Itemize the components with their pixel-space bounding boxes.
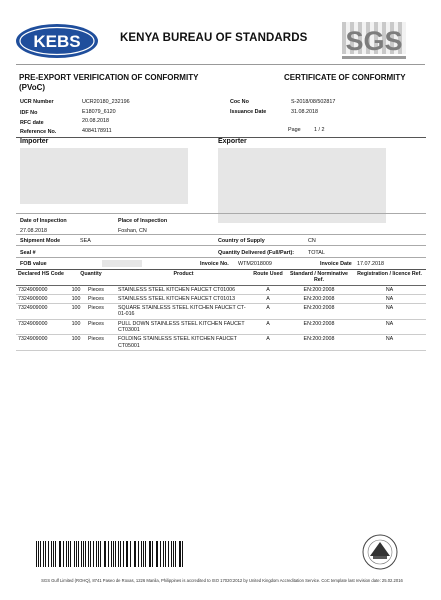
registration-cell: NA [353, 294, 426, 303]
rfc-date-value: 20.08.2018 [82, 118, 109, 124]
country-of-supply-label: Country of Supply [218, 238, 265, 244]
coc-label: Coc No [230, 99, 249, 105]
barcode-bar [51, 541, 52, 567]
standard-cell: EN:200:2008 [285, 335, 353, 351]
product-cell: FOLDING STAINLESS STEEL KITCHEN FAUCET CT05001 [116, 335, 251, 351]
barcode-bar [157, 541, 158, 567]
quantity-cell: 100 [66, 319, 86, 335]
barcode-bar [36, 541, 37, 567]
table-row [16, 294, 426, 303]
document-title: PRE-EXPORT VERIFICATION OF CONFORMITY (PVoC) [19, 73, 199, 92]
barcode-bar [55, 541, 56, 567]
quantity-delivered-value: TOTAL [308, 250, 325, 256]
reference-value: 4084178911 [82, 128, 112, 134]
standard-cell: EN:200:2008 [285, 319, 353, 335]
barcode-bar [111, 541, 112, 567]
barcode-bar [152, 541, 153, 567]
barcode-bar [127, 541, 128, 567]
barcode-bar [118, 541, 119, 567]
exporter-heading: Exporter [218, 138, 247, 145]
idf-label: IDF No [20, 110, 38, 116]
importer-heading: Importer [20, 138, 49, 145]
quantity-cell: 100 [66, 294, 86, 303]
product-cell: STAINLESS STEEL KITCHEN FAUCET CT01006 [116, 285, 251, 294]
fob-value-redacted [102, 260, 142, 267]
ucr-label: UCR Number [20, 99, 54, 105]
unit-cell: Pieces [86, 294, 116, 303]
barcode-bar [145, 541, 146, 567]
invoice-date-value: 17.07.2018 [357, 261, 384, 267]
barcode-bar [90, 541, 91, 567]
invoice-number-value: WTM2018009 [238, 261, 272, 267]
quantity-cell: 100 [66, 285, 86, 294]
column-header-standard: Standard / Norminative Ref. [285, 270, 353, 285]
divider [16, 213, 426, 214]
hs-code-cell: 7324909000 [16, 319, 66, 335]
hs-code-cell: 7324909000 [16, 304, 66, 320]
unit-cell: Pieces [86, 319, 116, 335]
accreditation-seal-icon [360, 532, 400, 572]
unit-cell: Pieces [86, 335, 116, 351]
exporter-redacted-block [218, 148, 386, 223]
seal-label: Seal # [20, 250, 36, 256]
product-cell: STAINLESS STEEL KITCHEN FAUCET CT01013 [116, 294, 251, 303]
reference-label: Reference No. [20, 129, 57, 135]
coc-value: S-2018/08/502817 [291, 99, 336, 105]
divider [16, 245, 426, 246]
table-row [16, 304, 426, 320]
barcode-bar [141, 541, 142, 567]
barcode-bar [81, 541, 82, 567]
fob-value-label: FOB value [20, 261, 47, 267]
invoice-number-label: Invoice No. [200, 261, 229, 267]
registration-cell: NA [353, 304, 426, 320]
country-of-supply-value: CN [308, 238, 316, 244]
shipment-mode-value: SEA [80, 238, 91, 244]
page-value: 1 / 2 [314, 127, 325, 133]
inspection-place-value: Foshan, CN [118, 228, 147, 234]
barcode-bar [48, 541, 49, 567]
organization-name: KENYA BUREAU OF STANDARDS [120, 32, 308, 44]
registration-cell: NA [353, 319, 426, 335]
divider [16, 257, 426, 258]
barcode-bar [165, 541, 166, 567]
standard-cell: EN:200:2008 [285, 304, 353, 320]
product-cell: PULL DOWN STAINLESS STEEL KITCHEN FAUCET CT03001 [116, 319, 251, 335]
barcode-bar [74, 541, 75, 567]
header-divider [16, 64, 425, 65]
column-header-hs-code: Declared HS Code [16, 270, 66, 285]
table-row [16, 319, 426, 335]
barcode-icon [36, 541, 186, 567]
table-header-row [16, 270, 426, 285]
barcode-bar [105, 541, 106, 567]
hs-code-cell: 7324909000 [16, 294, 66, 303]
route-cell: A [251, 319, 285, 335]
registration-cell: NA [353, 335, 426, 351]
sgs-logo-icon [340, 20, 408, 62]
barcode-bar [88, 541, 89, 567]
hs-code-cell: 7324909000 [16, 285, 66, 294]
barcode-bar [134, 541, 135, 567]
inspection-place-label: Place of Inspection [118, 218, 168, 224]
barcode-bar [182, 541, 183, 567]
unit-cell: Pieces [86, 285, 116, 294]
rfc-date-label: RFC date [20, 120, 44, 126]
barcode-bar [175, 541, 176, 567]
column-header-registration: Registration / licence Ref. [353, 270, 426, 285]
products-table [16, 270, 426, 351]
hs-code-cell: 7324909000 [16, 335, 66, 351]
barcode-bar [43, 541, 44, 567]
table-row [16, 285, 426, 294]
kebs-logo-icon [14, 22, 100, 60]
barcode-bar [63, 541, 64, 567]
kebs-logo-text: KEBS [33, 32, 81, 51]
inspection-date-label: Date of Inspection [20, 218, 67, 224]
route-cell: A [251, 294, 285, 303]
issuance-date-value: 31.08.2018 [291, 109, 318, 115]
standard-cell: EN:200:2008 [285, 285, 353, 294]
registration-cell: NA [353, 285, 426, 294]
issuance-date-label: Issuance Date [230, 109, 267, 115]
idf-value: E18079_6120 [82, 109, 116, 115]
inspection-date-value: 27.08.2018 [20, 228, 47, 234]
importer-redacted-block [20, 148, 188, 204]
column-header-product: Product [116, 270, 251, 285]
barcode-bar [168, 541, 169, 567]
quantity-cell: 100 [66, 335, 86, 351]
route-cell: A [251, 335, 285, 351]
route-cell: A [251, 285, 285, 294]
column-header-route: Route Used [251, 270, 285, 285]
quantity-cell: 100 [66, 304, 86, 320]
unit-cell: Pieces [86, 304, 116, 320]
page-label: Page [288, 127, 301, 133]
shipment-mode-label: Shipment Mode [20, 238, 61, 244]
divider [16, 234, 426, 235]
table-row [16, 335, 426, 351]
standard-cell: EN:200:2008 [285, 294, 353, 303]
invoice-date-label: Invoice Date [320, 261, 352, 267]
ucr-value: UCR20180_232196 [82, 99, 130, 105]
column-header-quantity: Quantity [66, 270, 116, 285]
product-cell: SQUARE STAINLESS STEEL KITCHEN FAUCET CT-01-016 [116, 304, 251, 320]
barcode-bar [98, 541, 99, 567]
route-cell: A [251, 304, 285, 320]
quantity-delivered-label: Quantity Delivered (Full/Part): [218, 250, 295, 256]
footer-accreditation-text: SGS Gulf Limited (ROHQ), 8741 Paseo de Roxas, 1226 Manila, Philippines is accredited to ISO 17020:2012 by United Kingdom Accreditation Service. CoC template last revision date: 25.02.2016 [41, 578, 403, 583]
barcode-bar [70, 541, 71, 567]
sgs-logo-text: SGS [345, 26, 403, 56]
barcode-bar [120, 541, 121, 567]
certificate-title: CERTIFICATE OF CONFORMITY [284, 73, 406, 82]
